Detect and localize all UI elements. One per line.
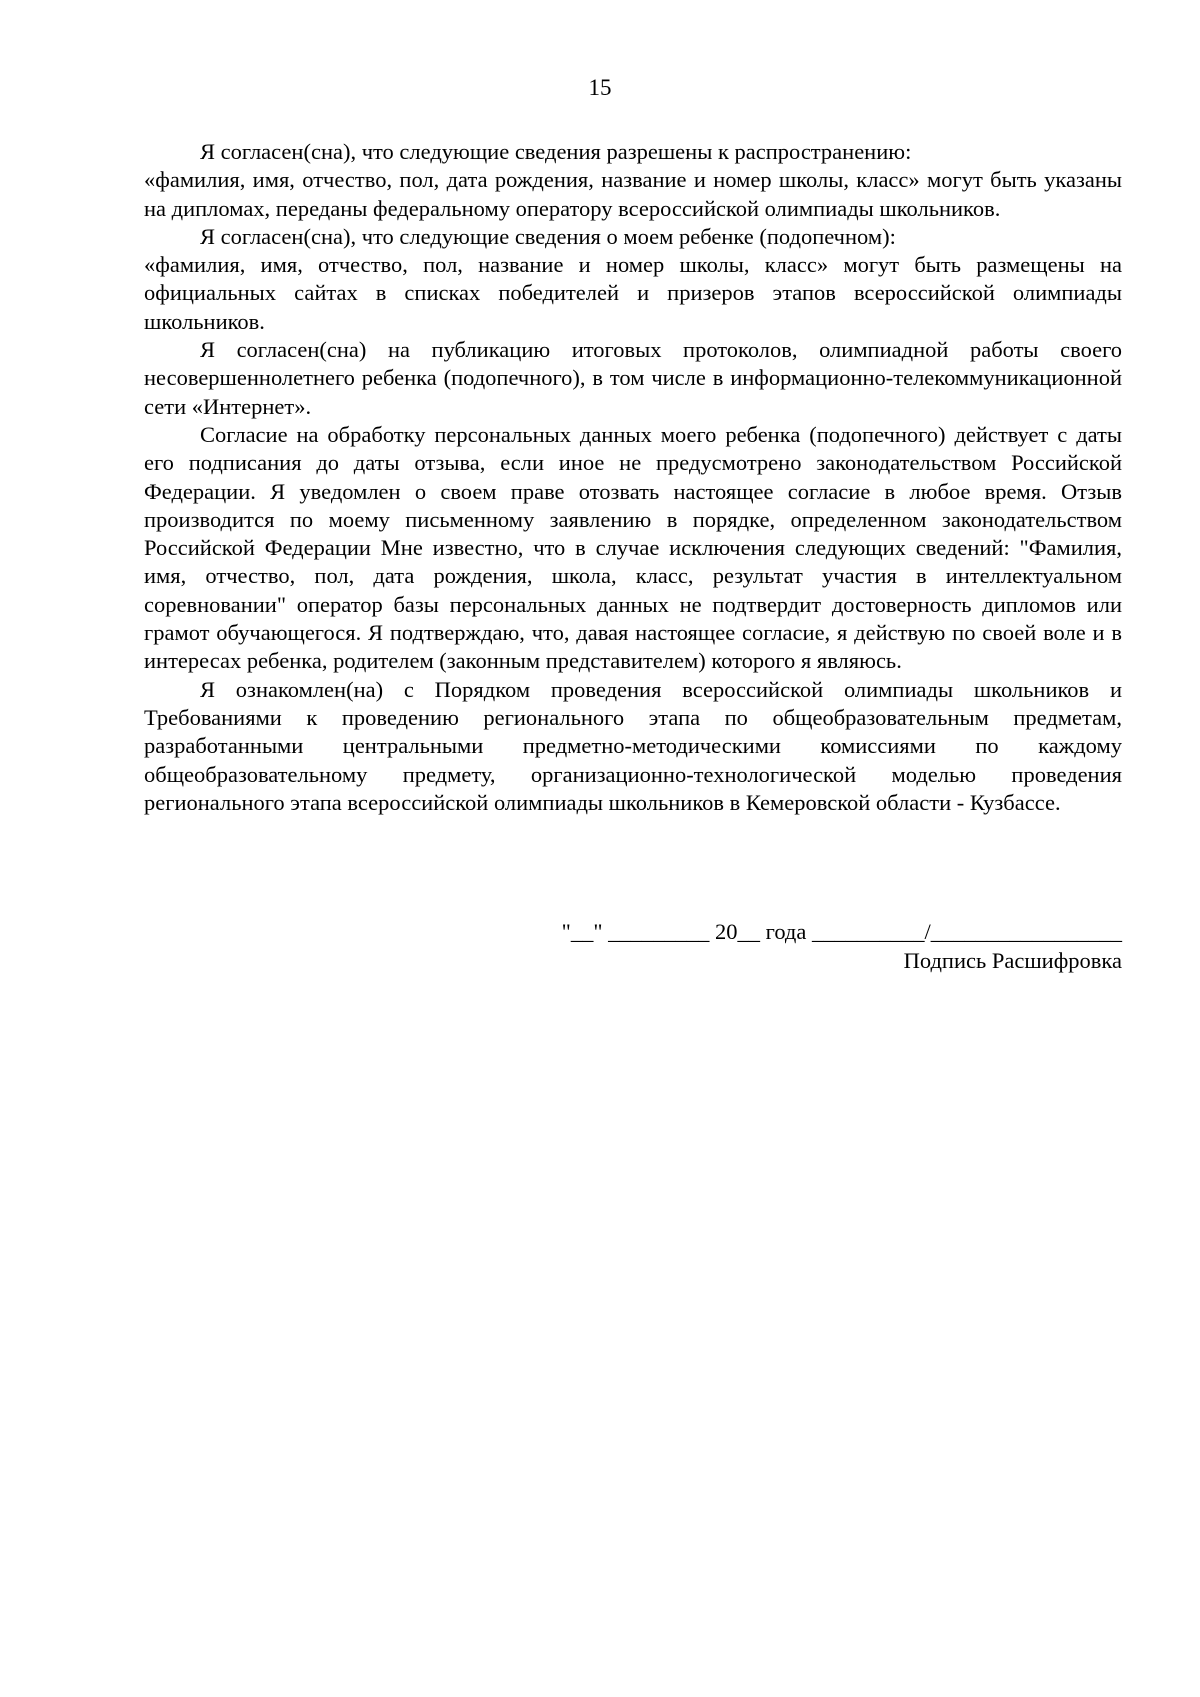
page-number: 15 — [588, 75, 612, 100]
paragraph-child-data-consent: Я согласен(сна), что следующие сведения о моем ребенке (подопечном): — [200, 223, 896, 249]
paragraph-website-data: «фамилия, имя, отчество, пол, название и номер школы, класс» могут быть размещены на официальных сайтах в списках победителей и призеров этапов всероссийской олимпиады школьников. — [144, 252, 1122, 334]
signature-block — [422, 917, 1122, 975]
paragraph-acknowledgement: Я ознакомлен(на) с Порядком проведения всероссийской олимпиады школьников и Требованиями к проведению регионального этапа по общеобразовательным предметам, разработанными центральными предметно-методическими комиссиями по каждому общеобразовательному предмету, организационно-технологической моделью проведения регионального этапа всероссийской олимпиады школьников в Кемеровской области - Кузбассе. — [144, 676, 1122, 815]
paragraph-publication-consent: Я согласен(сна) на публикацию итоговых протоколов, олимпиадной работы своего несовершеннолетнего ребенка (подопечного), в том числе в информационно-телекоммуникационной сети «Интернет». — [144, 337, 1122, 419]
signature-caption: Подпись Расшифровка — [903, 948, 1122, 973]
paragraph-distribution-consent: Я согласен(сна), что следующие сведения разрешены к распространению: — [200, 139, 912, 164]
paragraph-processing-consent: Согласие на обработку персональных данных моего ребенка (подопечного) действует с даты его подписания до даты отзыва, если иное не предусмотрено законодательством Российской Федерации. Я уведомлен о своем праве отозвать настоящее согласие в любое время. Отзыв производится по моему письменному заявлению в порядке, определенном законодательством Российской Федерации Мне известно, что в случае исключения следующих сведений: "Фамилия, имя, отчество, пол, дата рождения, школа, класс, результат участия в интеллектуальном соревновании" оператор базы персональных данных не подтвердит достоверность дипломов или грамот обучающегося. Я подтверждаю, что, давая настоящее согласие, я действую по своей воле и в интересах ребенка, родителем (законным представителем) которого я являюсь. — [144, 421, 1122, 674]
paragraph-diploma-data: «фамилия, имя, отчество, пол, дата рождения, название и номер школы, класс» могут быть указаны на дипломах, переданы федеральному оператору всероссийской олимпиады школьников. — [144, 167, 1122, 221]
document-body — [144, 138, 1122, 817]
signature-date-line: "__" _________ 20__ года __________/_________________ — [561, 919, 1122, 944]
